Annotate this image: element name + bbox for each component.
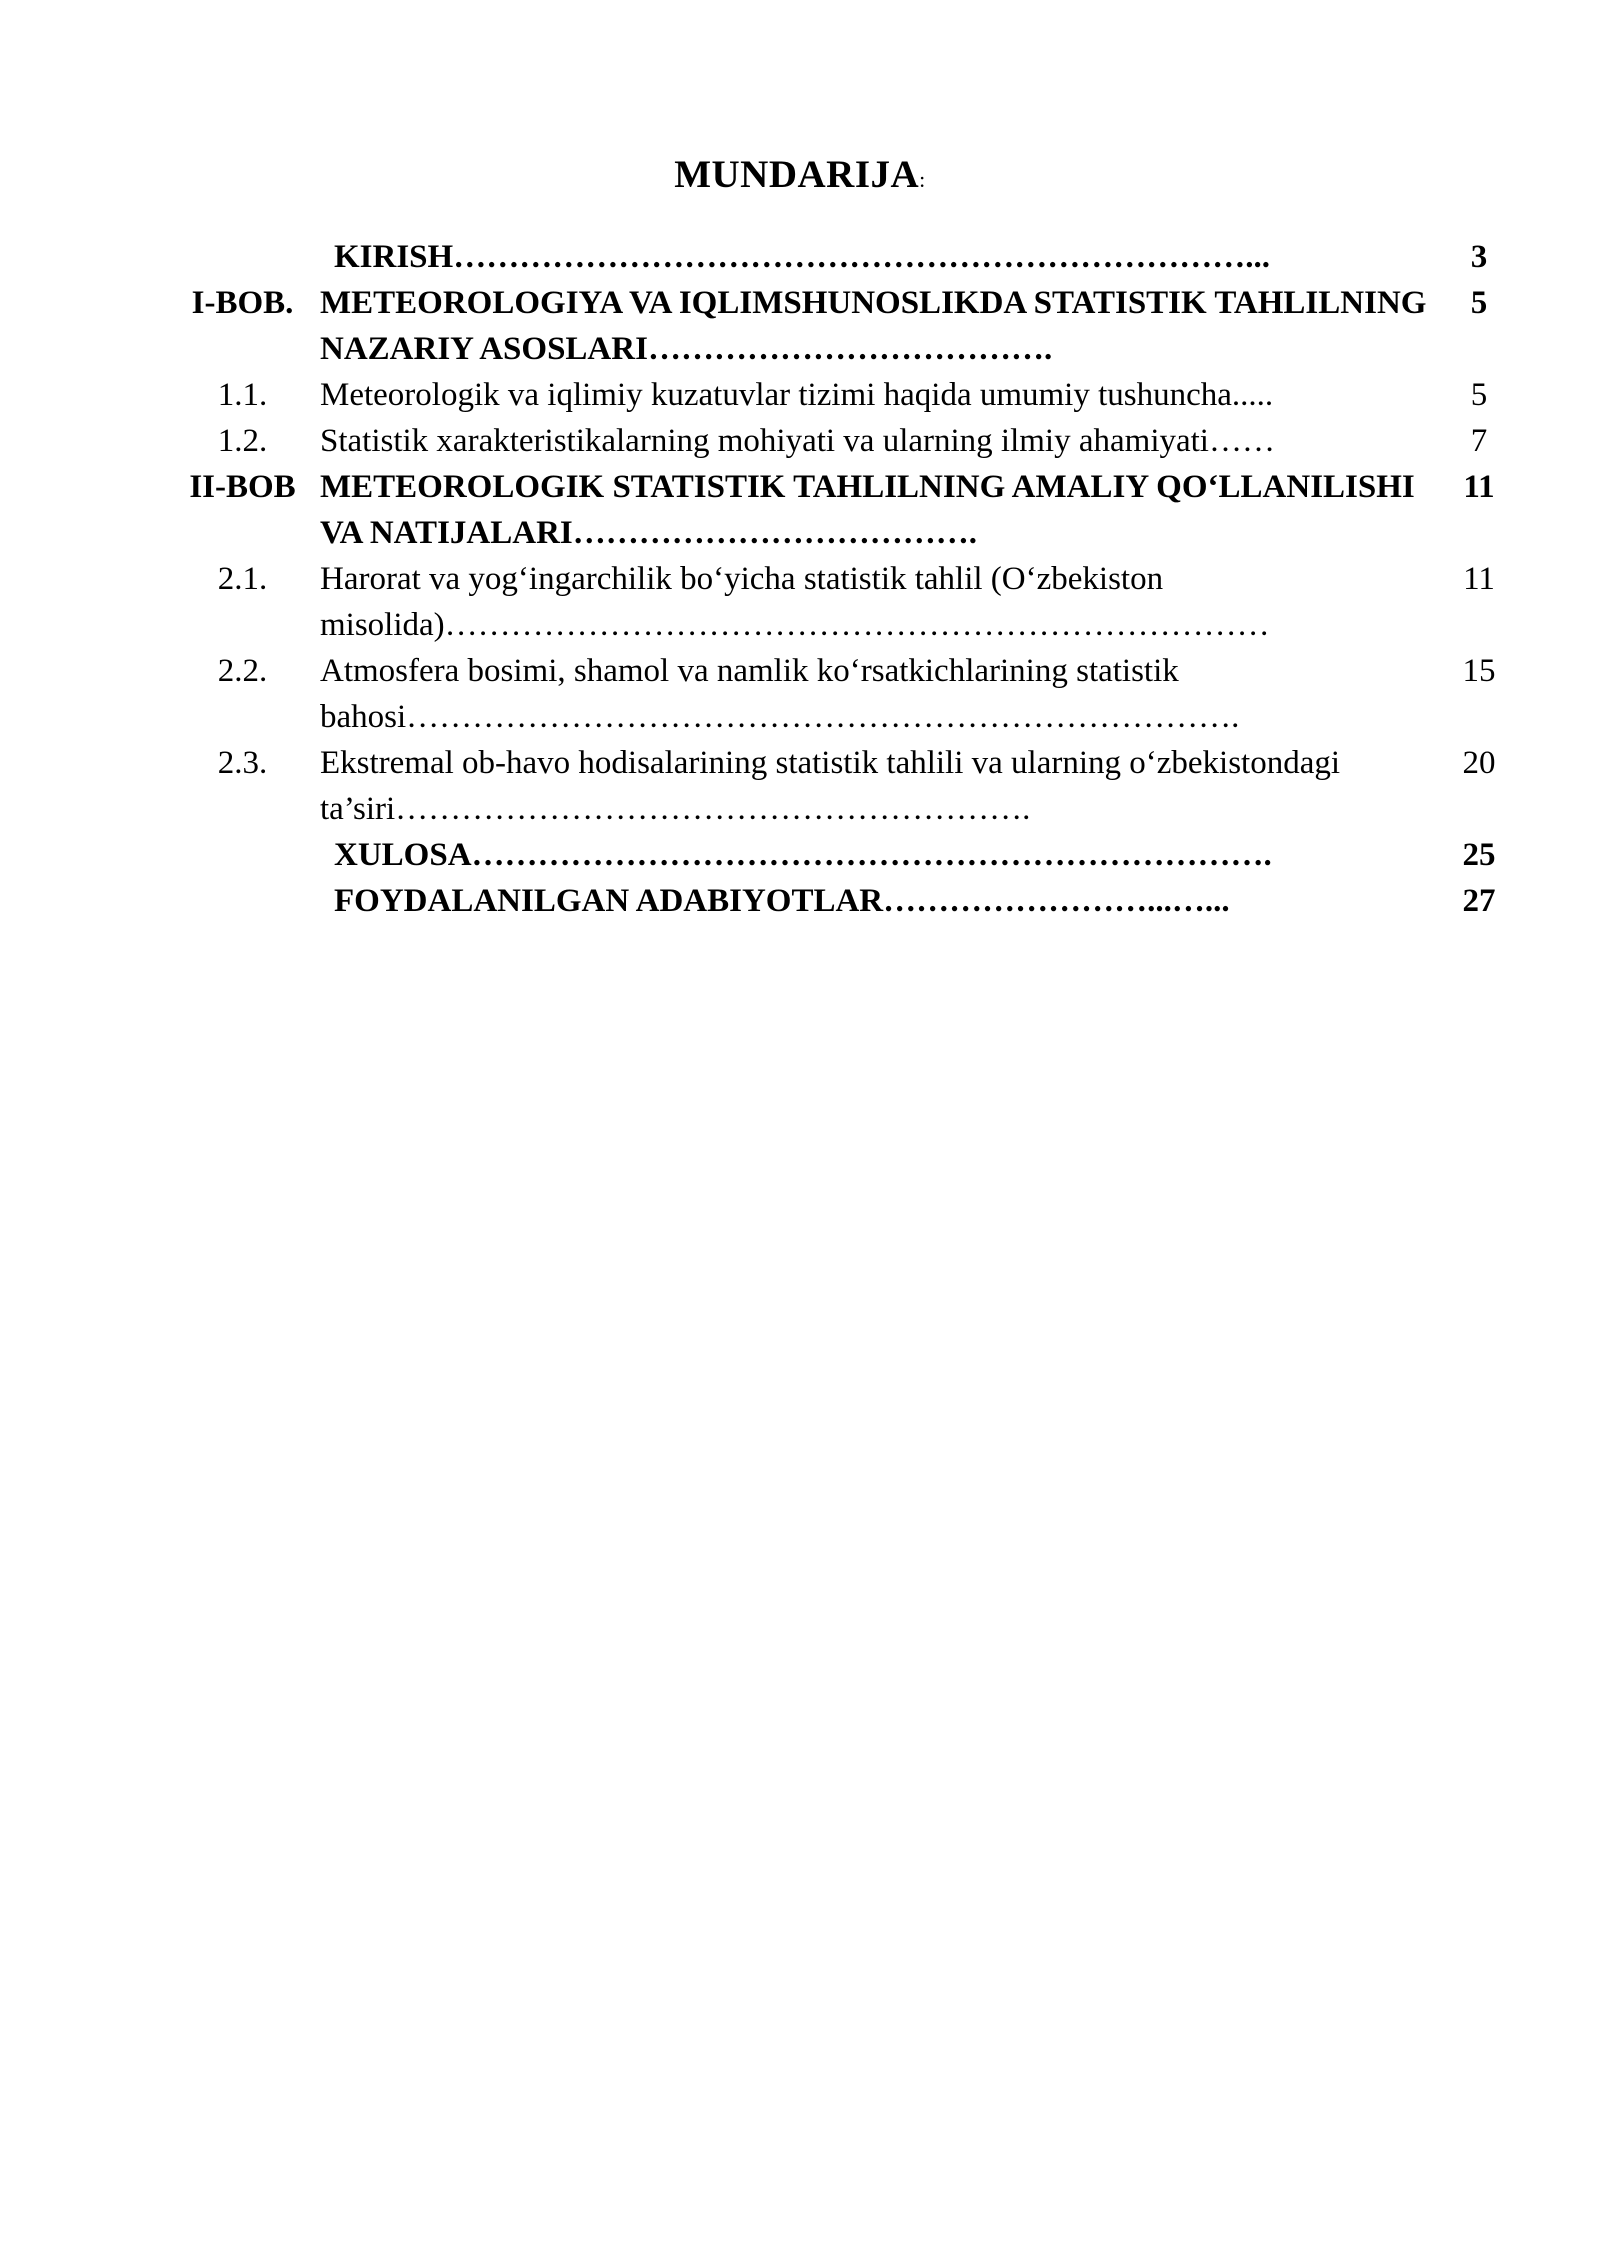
toc-entry — [165, 372, 1509, 418]
toc-entry-page: 20 — [1462, 745, 1496, 781]
toc-entry-number: 1.2. — [217, 423, 268, 459]
toc-entry-page: 3 — [1470, 239, 1488, 275]
toc-entry-page: 7 — [1470, 423, 1488, 459]
toc-entry-title: METEOROLOGIYA VA IQLIMSHUNOSLIKDA STATISTIK TAHLILNING NAZARIY ASOSLARI………………………………. — [320, 285, 1427, 367]
toc-entry-page: 11 — [1463, 469, 1495, 505]
toc-entry-number: 2.3. — [217, 745, 268, 781]
toc-entry — [165, 648, 1509, 740]
table-of-contents — [165, 234, 1509, 924]
toc-entry-page: 11 — [1463, 561, 1495, 597]
toc-entry-page: 5 — [1470, 377, 1488, 413]
toc-entry-title: METEOROLOGIK STATISTIK TAHLILNING AMALIY QO‘LLANILISHI VA NATIJALARI………………………………. — [320, 469, 1415, 551]
toc-entry-title: XULOSA………………………………………………………………. — [334, 837, 1272, 873]
toc-entry-number — [165, 878, 320, 924]
toc-entry — [165, 832, 1509, 878]
toc-entry-number: 2.2. — [217, 653, 268, 689]
toc-entry-title: FOYDALANILGAN ADABIYOTLAR……………………...…... — [334, 883, 1230, 919]
toc-entry — [165, 280, 1509, 372]
toc-entry — [165, 418, 1509, 464]
toc-entry-title: Harorat va yog‘ingarchilik bo‘yicha statistik tahlil (O‘zbekiston misolida)………………………………………………………………… — [320, 561, 1270, 643]
toc-body — [165, 234, 1509, 924]
toc-entry-number: I-BOB. — [191, 285, 294, 321]
toc-entry-number — [165, 832, 320, 878]
toc-entry-title: KIRISH………………………………………………………………... — [334, 239, 1270, 275]
toc-entry-number: II-BOB — [189, 469, 296, 505]
toc-heading — [0, 152, 1600, 197]
toc-entry — [165, 464, 1509, 556]
toc-entry — [165, 740, 1509, 832]
toc-heading-text: MUNDARIJA — [674, 153, 920, 196]
toc-entry-title: Atmosfera bosimi, shamol va namlik ko‘rsatkichlarining statistik bahosi…………………………………………………………………. — [320, 653, 1240, 735]
toc-entry-title: Ekstremal ob-havo hodisalarining statistik tahlili va ularning o‘zbekistondagi ta’siri…………………………………………………. — [320, 745, 1341, 827]
toc-entry-number: 2.1. — [217, 561, 268, 597]
toc-entry-page: 15 — [1462, 653, 1496, 689]
toc-entry — [165, 556, 1509, 648]
toc-entry-number: 1.1. — [217, 377, 268, 413]
toc-entry-number — [165, 234, 320, 280]
toc-entry-title: Statistik xarakteristikalarning mohiyati va ularning ilmiy ahamiyati…… — [320, 423, 1275, 459]
toc-entry-page: 25 — [1462, 837, 1496, 873]
toc-entry-page: 5 — [1470, 285, 1488, 321]
toc-entry — [165, 878, 1509, 924]
toc-entry — [165, 234, 1509, 280]
toc-entry-page: 27 — [1462, 883, 1496, 919]
toc-entry-title: Meteorologik va iqlimiy kuzatuvlar tizimi haqida umumiy tushuncha..... — [320, 377, 1274, 413]
toc-heading-colon: : — [919, 167, 926, 192]
